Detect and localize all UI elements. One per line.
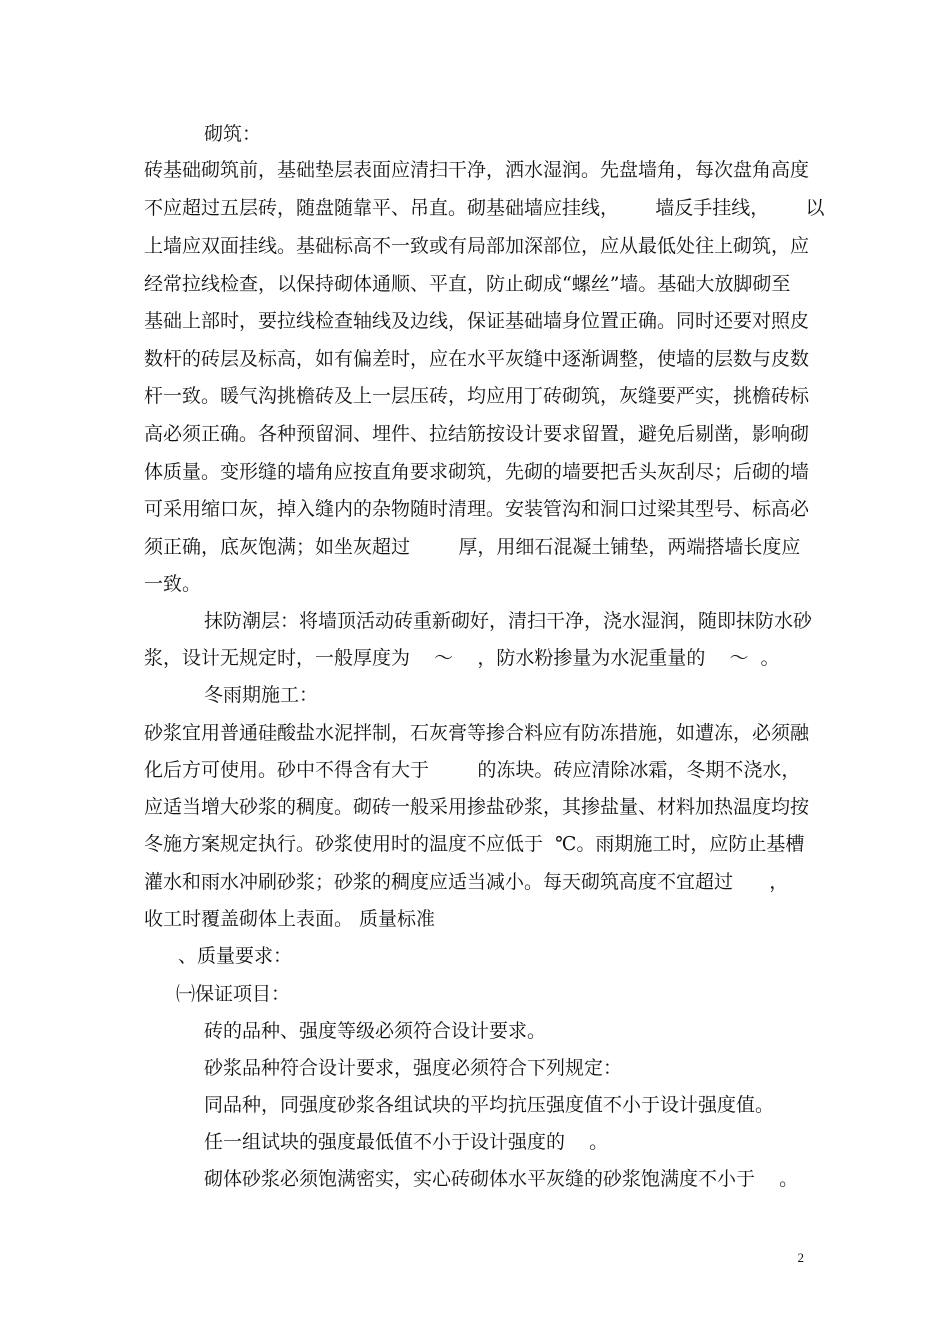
text-line: 任一组试块的强度最低值不小于设计强度的 。 [204,1131,609,1153]
text-line: 砖的品种、强度等级必须符合设计要求。 [204,1020,547,1042]
text-line: 砌筑： [204,123,262,145]
text-line: 不应超过五层砖，随盘随靠平、吊直。砌基础墙应挂线， 墙反手挂线， 以 [144,197,825,219]
text-line: 砖基础砌筑前，基础垫层表面应清扫干净，洒水湿润。先盘墙角，每次盘角高度 [144,159,810,181]
text-line: 一致。 [144,573,202,595]
text-line: 杆一致。暖气沟挑檐砖及上一层压砖，均应用丁砖砌筑，灰缝要严实，挑檐砖标 [144,385,810,407]
text-line: 浆，设计无规定时，一般厚度为 ～ ，防水粉掺量为水泥重量的 ～ 。 [144,647,780,669]
text-line: 砂浆宜用普通硅酸盐水泥拌制，石灰膏等掺合料应有防冻措施，如遭冻，必须融 [144,722,810,744]
text-line: 基础上部时，要拉线检查轴线及边线，保证基础墙身位置正确。同时还要对照皮 [144,310,810,332]
text-line: 化后方可使用。砂中不得含有大于 的冻块。砖应清除冰霜，冬期不浇水， [144,759,801,781]
text-line: 可采用缩口灰，掉入缝内的杂物随时清理。安装管沟和洞口过梁其型号、标高必 [144,498,810,520]
text-line: 砂浆品种符合设计要求，强度必须符合下列规定： [204,1057,623,1079]
text-line: 冬雨期施工： [204,684,319,706]
text-line: 须正确，底灰饱满；如坐灰超过 厚，用细石混凝土铺垫，两端搭墙长度应 [144,536,801,558]
text-line: 抹防潮层：将墙顶活动砖重新砌好，清扫干净，浇水湿润，随即抹防水砂 [204,610,813,632]
text-line: 砌体砂浆必须饱满密实，实心砖砌体水平灰缝的砂浆饱满度不小于 。 [204,1168,799,1190]
text-line: ㈠保证项目： [176,983,291,1005]
text-line: 收工时覆盖砌体上表面。 质量标准 [144,908,436,930]
text-line: 灌水和雨水冲刷砂浆；砂浆的稠度应适当减小。每天砌筑高度不宜超过 ， [144,871,789,893]
text-line: 数杆的砖层及标高，如有偏差时，应在水平灰缝中逐渐调整，使墙的层数与皮数 [144,348,810,370]
text-line: 体质量。变形缝的墙角应按直角要求砌筑，先砌的墙要把舌头灰刮尽；后砌的墙 [144,461,810,483]
page-number: 2 [797,1250,804,1265]
text-line: 同品种，同强度砂浆各组试块的平均抗压强度值不小于设计强度值。 [204,1094,775,1116]
text-line: 经常拉线检查，以保持砌体通顺、平直，防止砌成“螺丝”墙。基础大放脚砌至 [144,273,791,295]
text-line: 应适当增大砂浆的稠度。砌砖一般采用掺盐砂浆，其掺盐量、材料加热温度均按 [144,796,810,818]
text-line: 高必须正确。各种预留洞、埋件、拉结筋按设计要求留置，避免后剔凿，影响砌 [144,423,810,445]
text-line: 上墙应双面挂线。基础标高不一致或有局部加深部位，应从最低处往上砌筑，应 [144,235,810,257]
text-line: 、质量要求： [178,945,293,967]
text-line: 冬施方案规定执行。砂浆使用时的温度不应低于 ℃。雨期施工时，应防止基槽 [144,833,805,855]
